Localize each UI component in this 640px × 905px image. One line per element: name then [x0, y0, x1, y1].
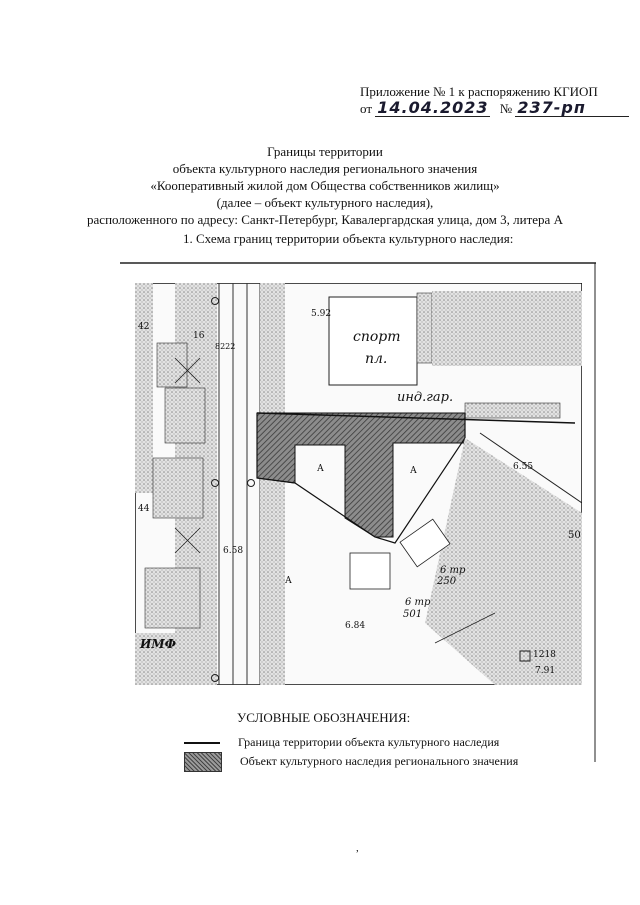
legend-object-label: Объект культурного наследия регионального значения — [240, 753, 519, 768]
map-number-label: 7.91 — [535, 666, 556, 676]
legend-boundary-label: Граница территории объекта культурного наследия — [238, 735, 500, 749]
map-label-a: А — [317, 464, 324, 474]
legend-title: УСЛОВНЫЕ ОБОЗНАЧЕНИЯ: — [237, 710, 411, 725]
map-label-b501: 6 тр — [405, 597, 431, 608]
title-line: объекта культурного наследия регионального значения — [172, 161, 478, 176]
number-prefix: № — [499, 101, 513, 116]
map-label-n250: 250 — [437, 576, 457, 587]
order-number: 237-рп — [515, 100, 629, 117]
elevation-label: 6.55 — [513, 462, 534, 472]
map-number-label: 1218 — [533, 650, 556, 660]
map-label-a: А — [285, 576, 292, 586]
document-title — [60, 143, 590, 228]
map-label-garage: инд.гар. — [397, 390, 454, 405]
map-number-label: 44 — [138, 504, 150, 514]
map-number-label: 42 — [138, 322, 150, 332]
map-label-imf: ИМФ — [140, 637, 177, 651]
map-number-label: 50 — [568, 530, 581, 541]
map-label-a: А — [410, 466, 417, 476]
map-number-label: 16 — [193, 331, 205, 341]
boundary-line-swatch — [184, 742, 220, 744]
map-label-pl: пл. — [365, 351, 388, 367]
elevation-label: 6.84 — [345, 621, 366, 631]
map-number-label: 8222 — [215, 342, 236, 351]
footer-mark: , — [356, 842, 359, 854]
title-line: расположенного по адресу: Санкт-Петербург, Кавалергардская улица, дом 3, литера А — [87, 212, 563, 227]
section-title: 1. Схема границ территории объекта культурного наследия: — [183, 231, 514, 246]
date-prefix: от — [360, 101, 373, 116]
heritage-hatch-swatch — [184, 752, 222, 772]
title-line: Границы территории — [267, 144, 383, 159]
title-line: (далее – объект культурного наследия), — [216, 195, 434, 210]
title-line: «Кооперативный жилой дом Общества собственников жилищ» — [150, 178, 500, 193]
elevation-label: 5.92 — [311, 309, 332, 319]
left-buildings — [135, 283, 207, 685]
legend-object — [184, 752, 518, 772]
order-date: 14.04.2023 — [377, 98, 489, 117]
cadastral-map — [135, 283, 582, 685]
order-date-number — [360, 100, 629, 117]
elevation-label: 6.58 — [223, 546, 244, 556]
map-label-sport: спорт — [353, 329, 401, 345]
appendix-header: Приложение № 1 к распоряжению КГИОП — [360, 84, 598, 99]
map-label-n501: 501 — [403, 609, 423, 620]
map-label-b250: 6 тр — [440, 565, 466, 576]
legend-boundary — [184, 735, 499, 750]
